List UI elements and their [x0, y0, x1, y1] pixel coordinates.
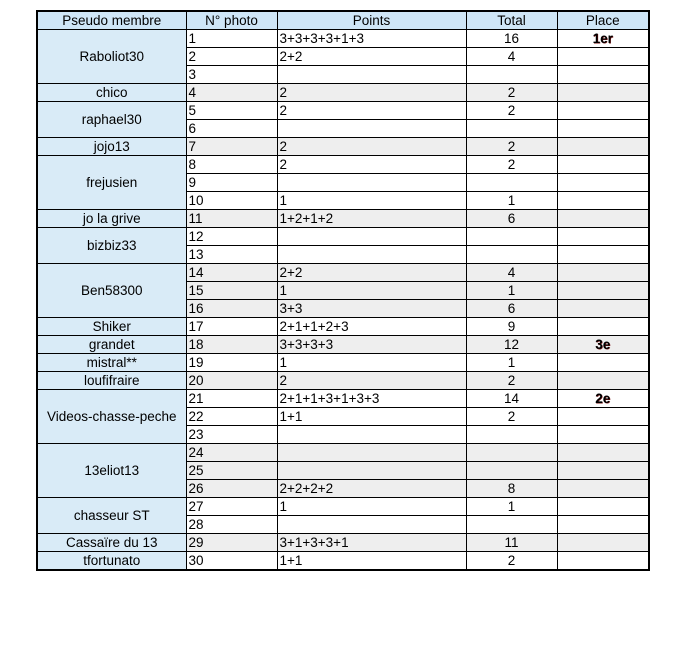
photo-number: 26 [186, 480, 277, 498]
total-score [466, 426, 557, 444]
total-score: 1 [466, 192, 557, 210]
points-detail: 2 [277, 102, 466, 120]
total-score [466, 516, 557, 534]
table-row [37, 30, 649, 48]
table-row [37, 156, 649, 174]
place-rank [557, 84, 649, 102]
points-detail: 1 [277, 354, 466, 372]
photo-number: 13 [186, 246, 277, 264]
photo-number: 10 [186, 192, 277, 210]
place-rank [557, 120, 649, 138]
member-pseudo: loufifraire [37, 372, 186, 390]
photo-number: 17 [186, 318, 277, 336]
place-rank [557, 480, 649, 498]
points-detail: 3+3+3+3+1+3 [277, 30, 466, 48]
table-row [37, 372, 649, 390]
place-rank [557, 354, 649, 372]
place-rank [557, 372, 649, 390]
member-pseudo: bizbiz33 [37, 228, 186, 264]
total-score: 8 [466, 480, 557, 498]
table-body [37, 30, 649, 571]
points-detail [277, 66, 466, 84]
total-score: 1 [466, 354, 557, 372]
table-row [37, 138, 649, 156]
table-row [37, 102, 649, 120]
photo-number: 24 [186, 444, 277, 462]
header-row [37, 11, 649, 30]
photo-number: 23 [186, 426, 277, 444]
place-rank [557, 174, 649, 192]
points-detail: 2+1+1+2+3 [277, 318, 466, 336]
table-row [37, 318, 649, 336]
total-score: 2 [466, 102, 557, 120]
photo-number: 8 [186, 156, 277, 174]
place-rank [557, 210, 649, 228]
table-row [37, 228, 649, 246]
place-rank [557, 462, 649, 480]
place-rank: 2e [557, 390, 649, 408]
points-detail [277, 174, 466, 192]
points-detail: 2+1+1+3+1+3+3 [277, 390, 466, 408]
points-detail [277, 120, 466, 138]
photo-number: 7 [186, 138, 277, 156]
total-score: 2 [466, 84, 557, 102]
total-score: 11 [466, 534, 557, 552]
place-rank [557, 264, 649, 282]
total-score [466, 462, 557, 480]
points-detail: 2 [277, 84, 466, 102]
points-detail [277, 228, 466, 246]
place-rank [557, 444, 649, 462]
table-row [37, 390, 649, 408]
member-pseudo: Cassaïre du 13 [37, 534, 186, 552]
photo-number: 2 [186, 48, 277, 66]
photo-number: 11 [186, 210, 277, 228]
table-row [37, 444, 649, 462]
total-score: 4 [466, 48, 557, 66]
place-rank [557, 552, 649, 571]
table-row [37, 210, 649, 228]
photo-number: 27 [186, 498, 277, 516]
photo-number: 12 [186, 228, 277, 246]
place-rank: 3e [557, 336, 649, 354]
total-score [466, 228, 557, 246]
place-rank [557, 192, 649, 210]
member-pseudo: grandet [37, 336, 186, 354]
total-score: 6 [466, 300, 557, 318]
points-detail: 1 [277, 282, 466, 300]
total-score: 2 [466, 138, 557, 156]
member-pseudo: mistral** [37, 354, 186, 372]
photo-number: 30 [186, 552, 277, 571]
place-rank [557, 282, 649, 300]
total-score: 4 [466, 264, 557, 282]
photo-number: 16 [186, 300, 277, 318]
table-row [37, 354, 649, 372]
member-pseudo: raphael30 [37, 102, 186, 138]
total-score: 9 [466, 318, 557, 336]
total-score: 6 [466, 210, 557, 228]
photo-number: 21 [186, 390, 277, 408]
member-pseudo: chasseur ST [37, 498, 186, 534]
points-detail: 1+1 [277, 552, 466, 571]
photo-number: 29 [186, 534, 277, 552]
photo-number: 6 [186, 120, 277, 138]
points-detail [277, 516, 466, 534]
table-row [37, 552, 649, 571]
member-pseudo: Videos-chasse-peche [37, 390, 186, 444]
points-detail: 3+1+3+3+1 [277, 534, 466, 552]
photo-number: 18 [186, 336, 277, 354]
total-score [466, 174, 557, 192]
place-rank [557, 156, 649, 174]
place-rank [557, 300, 649, 318]
points-detail: 3+3 [277, 300, 466, 318]
points-detail: 2+2 [277, 48, 466, 66]
header-total: Total [466, 11, 557, 30]
table-row [37, 84, 649, 102]
total-score [466, 444, 557, 462]
points-detail: 2 [277, 372, 466, 390]
header-photo-number: N° photo [186, 11, 277, 30]
points-detail: 1 [277, 498, 466, 516]
photo-number: 5 [186, 102, 277, 120]
place-rank [557, 318, 649, 336]
photo-number: 25 [186, 462, 277, 480]
header-place: Place [557, 11, 649, 30]
total-score: 2 [466, 156, 557, 174]
total-score: 16 [466, 30, 557, 48]
table-row [37, 498, 649, 516]
place-rank [557, 228, 649, 246]
header-pseudo: Pseudo membre [37, 11, 186, 30]
photo-number: 19 [186, 354, 277, 372]
photo-number: 9 [186, 174, 277, 192]
member-pseudo: tfortunato [37, 552, 186, 571]
place-rank [557, 102, 649, 120]
points-detail [277, 462, 466, 480]
place-rank [557, 138, 649, 156]
points-detail: 1+2+1+2 [277, 210, 466, 228]
results-table [36, 10, 650, 571]
photo-number: 20 [186, 372, 277, 390]
total-score: 14 [466, 390, 557, 408]
place-rank [557, 534, 649, 552]
member-pseudo: Shiker [37, 318, 186, 336]
total-score: 2 [466, 552, 557, 571]
points-detail: 2+2 [277, 264, 466, 282]
photo-number: 1 [186, 30, 277, 48]
points-detail: 1+1 [277, 408, 466, 426]
place-rank [557, 498, 649, 516]
photo-number: 3 [186, 66, 277, 84]
points-detail: 2 [277, 156, 466, 174]
member-pseudo: Ben58300 [37, 264, 186, 318]
place-rank [557, 66, 649, 84]
place-rank [557, 246, 649, 264]
total-score: 2 [466, 372, 557, 390]
place-rank [557, 408, 649, 426]
points-detail: 3+3+3+3 [277, 336, 466, 354]
table-row [37, 534, 649, 552]
photo-number: 14 [186, 264, 277, 282]
member-pseudo: 13eliot13 [37, 444, 186, 498]
member-pseudo: frejusien [37, 156, 186, 210]
photo-number: 4 [186, 84, 277, 102]
member-pseudo: jo la grive [37, 210, 186, 228]
photo-number: 15 [186, 282, 277, 300]
place-rank [557, 426, 649, 444]
total-score: 2 [466, 408, 557, 426]
place-rank [557, 516, 649, 534]
member-pseudo: chico [37, 84, 186, 102]
points-detail: 1 [277, 192, 466, 210]
total-score: 1 [466, 498, 557, 516]
place-rank: 1er [557, 30, 649, 48]
points-detail [277, 246, 466, 264]
member-pseudo: jojo13 [37, 138, 186, 156]
header-points: Points [277, 11, 466, 30]
member-pseudo: Raboliot30 [37, 30, 186, 84]
total-score [466, 246, 557, 264]
points-detail: 2 [277, 138, 466, 156]
place-rank [557, 48, 649, 66]
total-score [466, 66, 557, 84]
photo-number: 22 [186, 408, 277, 426]
total-score: 1 [466, 282, 557, 300]
table-row [37, 264, 649, 282]
total-score [466, 120, 557, 138]
photo-number: 28 [186, 516, 277, 534]
points-detail [277, 426, 466, 444]
table-row [37, 336, 649, 354]
total-score: 12 [466, 336, 557, 354]
points-detail [277, 444, 466, 462]
points-detail: 2+2+2+2 [277, 480, 466, 498]
